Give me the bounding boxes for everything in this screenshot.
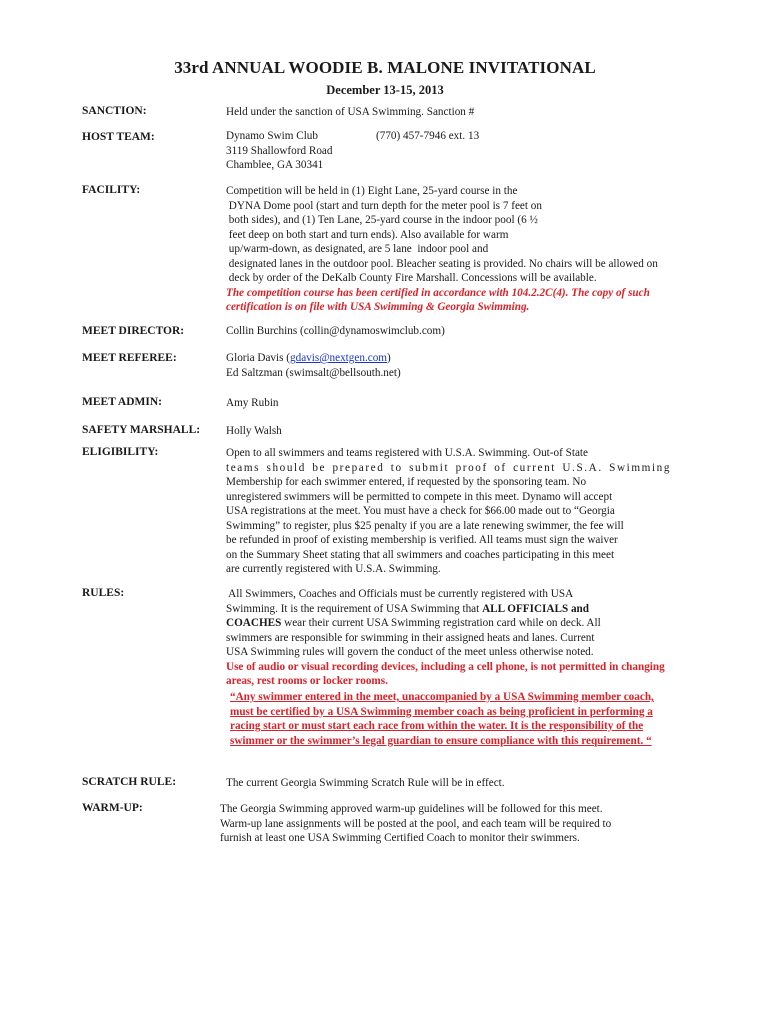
document-title: 33rd ANNUAL WOODIE B. MALONE INVITATIONAL <box>174 58 596 77</box>
sanction-line: Held under the sanction of USA Swimming. Sanction # <box>226 106 475 118</box>
rules-line <box>226 602 694 617</box>
eligibility-line: be refunded in proof of existing membership is verified. All teams must sign the waiver <box>226 534 618 546</box>
certification-note: The competition course has been certified in accordance with 104.2.2C(4). The copy of such <box>226 286 650 299</box>
coach-requirement-line: must be certified by a USA Swimming member coach as being proficient in performing a <box>230 705 653 718</box>
referee-1-name: Gloria Davis ( <box>226 352 291 364</box>
scratch-rule-label: SCRATCH RULE: <box>82 776 177 788</box>
warm-up-line: Warm-up lane assignments will be posted at the pool, and each team will be required to <box>220 817 612 830</box>
meet-admin-label: MEET ADMIN: <box>82 396 162 408</box>
eligibility-line: Membership for each swimmer entered, if requested by the sponsoring team. No <box>226 476 587 488</box>
recording-warning: areas, rest rooms or locker rooms. <box>226 675 388 687</box>
host-team-address1: 3119 Shallowford Road <box>226 144 333 157</box>
rules-line-2a: Swimming. It is the requirement of USA Swimming that <box>226 602 483 615</box>
host-team-block <box>226 129 694 173</box>
coach-requirement-block <box>230 690 690 748</box>
referee-line-1 <box>226 351 694 366</box>
eligibility-line: on the Summary Sheet stating that all swimmers and coaches participating in this meet <box>226 548 615 561</box>
warm-up-line: furnish at least one USA Swimming Certified Coach to monitor their swimmers. <box>220 832 580 844</box>
rules-label: RULES: <box>82 587 125 599</box>
warm-up-label: WARM-UP: <box>82 802 143 814</box>
eligibility-line: are currently registered with U.S.A. Swimming. <box>226 563 441 575</box>
safety-marshall-text <box>226 424 694 439</box>
sanction-text <box>226 105 694 120</box>
warm-up-line: The Georgia Swimming approved warm-up guidelines will be followed for this meet. <box>220 803 603 815</box>
facility-block <box>226 184 694 315</box>
facility-line: up/warm-down, as designated, are 5 lane indoor pool and <box>226 243 489 255</box>
facility-line: designated lanes in the outdoor pool. Bleacher seating is provided. No chairs will be allowed on <box>226 257 658 270</box>
sanction-label: SANCTION: <box>82 105 147 117</box>
referee-line-2: Ed Saltzman (swimsalt@bellsouth.net) <box>226 366 401 379</box>
facility-label: FACILITY: <box>82 184 141 196</box>
meet-admin-name: Amy Rubin <box>226 397 279 409</box>
host-team-address2: Chamblee, GA 30341 <box>226 159 324 171</box>
coach-requirement-line: racing start or must start each race from within the water. It is the responsibility of the <box>230 720 644 732</box>
meet-referee-label: MEET REFEREE: <box>82 352 177 364</box>
coach-requirement-line: “Any swimmer entered in the meet, unaccompanied by a USA Swimming member coach, <box>230 691 654 703</box>
safety-marshall-name: Holly Walsh <box>226 425 282 437</box>
rules-line: All Swimmers, Coaches and Officials must be currently registered with USA <box>226 588 574 600</box>
host-team-phone: (770) 457-7946 ext. 13 <box>376 130 480 142</box>
safety-marshall-label: SAFETY MARSHALL: <box>82 424 201 436</box>
scratch-rule-line: The current Georgia Swimming Scratch Rule will be in effect. <box>226 777 505 789</box>
rules-line: swimmers are responsible for swimming in their assigned heats and lanes. Current <box>226 631 595 644</box>
host-team-name-row <box>226 129 694 144</box>
meet-referee-block <box>226 351 694 380</box>
rules-line-3b: wear their current USA Swimming registration card while on deck. All <box>281 617 601 629</box>
referee-email-link[interactable]: gdavis@nextgen.com <box>290 352 387 364</box>
facility-line: both sides), and (1) Ten Lane, 25-yard course in the indoor pool (6 ½ <box>226 214 538 226</box>
facility-line: feet deep on both start and turn ends). Also available for warm <box>226 228 509 241</box>
rules-line-3a: COACHES <box>226 617 282 629</box>
eligibility-line: Swimming” to register, plus $25 penalty if you are a late renewing swimmer, the fee will <box>226 519 624 532</box>
meet-director-name: Collin Burchins (collin@dynamoswimclub.com) <box>226 325 445 337</box>
referee-1-close: ) <box>387 352 391 364</box>
eligibility-line: unregistered swimmers will be permitted to compete in this meet. Dynamo will accept <box>226 490 613 503</box>
certification-note: certification is on file with USA Swimming & Georgia Swimming. <box>226 301 530 313</box>
meet-director-text <box>226 324 694 339</box>
rules-block <box>226 587 694 689</box>
rules-line: USA Swimming rules will govern the conduct of the meet unless otherwise noted. <box>226 646 594 658</box>
facility-line: deck by order of the DeKalb County Fire Marshall. Concessions will be available. <box>226 272 597 284</box>
facility-line: Competition will be held in (1) Eight Lane, 25-yard course in the <box>226 185 518 197</box>
eligibility-line: teams should be prepared to submit proof of current U.S.A. Swimming <box>226 461 672 474</box>
eligibility-line: USA registrations at the meet. You must have a check for $66.00 made out to “Georgia <box>226 505 615 517</box>
rules-line <box>226 616 694 631</box>
warm-up-block <box>220 802 688 846</box>
host-team-name: Dynamo Swim Club <box>226 130 318 142</box>
coach-requirement-line: swimmer or the swimmer’s legal guardian to ensure compliance with this requirement. “ <box>230 734 652 747</box>
host-team-label: HOST TEAM: <box>82 131 155 143</box>
eligibility-line: Open to all swimmers and teams registered with U.S.A. Swimming. Out-of State <box>226 447 588 459</box>
eligibility-label: ELIGIBILITY: <box>82 446 159 458</box>
meet-director-label: MEET DIRECTOR: <box>82 325 185 337</box>
rules-line-2b: ALL OFFICIALS and <box>482 602 589 615</box>
facility-line: DYNA Dome pool (start and turn depth for the meter pool is 7 feet on <box>226 199 542 212</box>
recording-warning: Use of audio or visual recording devices, including a cell phone, is not permitted in changing <box>226 660 665 673</box>
eligibility-block <box>226 446 694 577</box>
meet-dates: December 13-15, 2013 <box>326 83 444 97</box>
meet-admin-text <box>226 396 694 411</box>
scratch-rule-text <box>226 776 694 791</box>
